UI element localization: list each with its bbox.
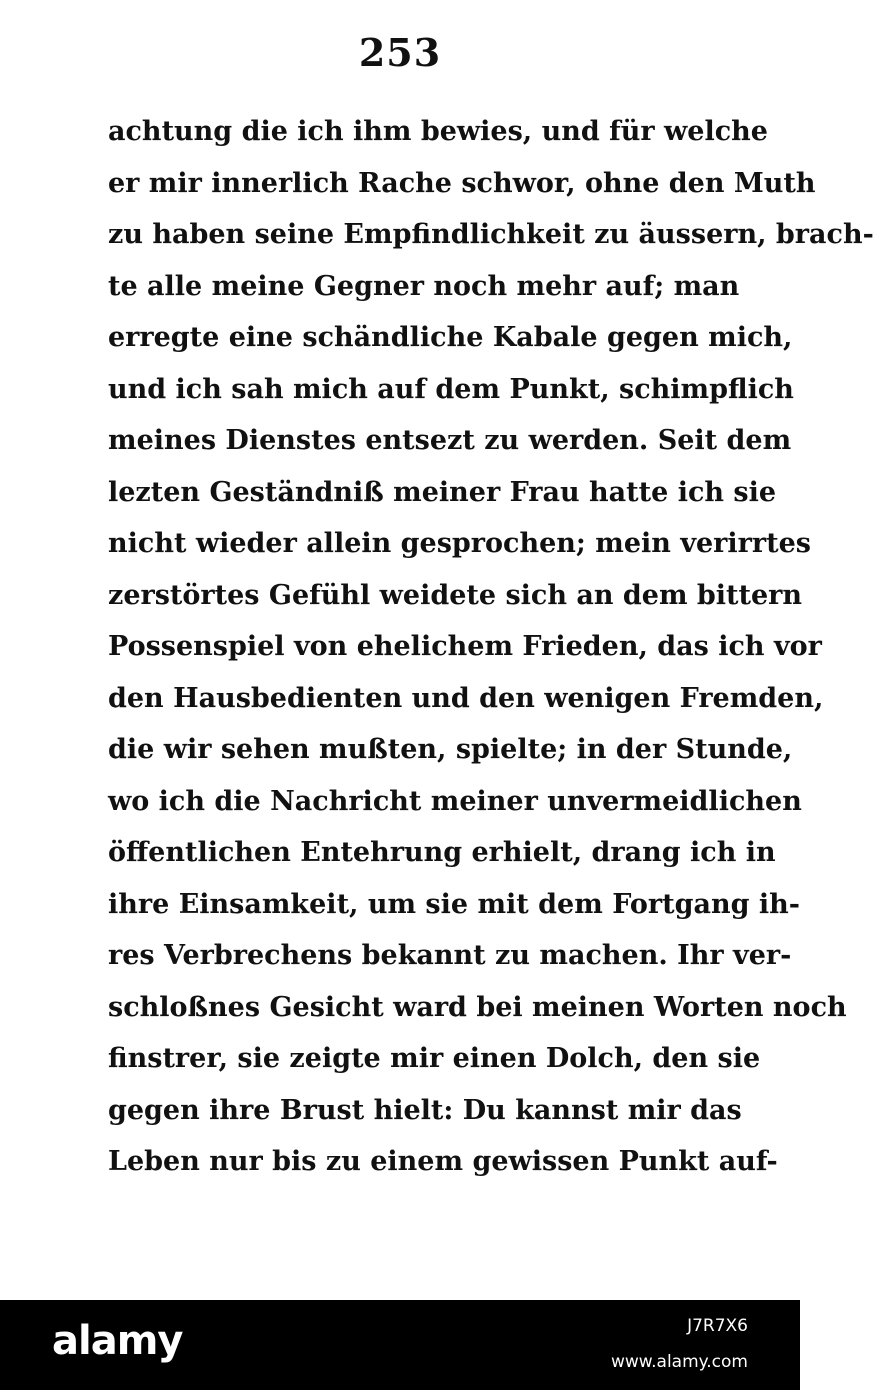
text-line: den Hausbedienten und den wenigen Fremden, [108,682,824,714]
text-line: er mir innerlich Rache schwor, ohne den Muth [108,167,816,199]
text-line: Possenspiel von ehelichem Frieden, das ich vor [108,631,822,662]
text-line: Leben nur bis zu einem gewissen Punkt auf- [108,1146,778,1177]
page-number: 253 [358,30,442,75]
text-line: lezten Geständniß meiner Frau hatte ich sie [108,476,777,508]
text-line: öffentlichen Entehrung erhielt, drang ich in [108,837,776,868]
text-line: achtung die ich ihm bewies, und für welche [108,116,768,147]
site-url: www.alamy.com [610,1352,748,1372]
text-line: schloßnes Gesicht ward bei meinen Worten noch [108,991,847,1023]
text-line: meines Dienstes entsezt zu werden. Seit dem [108,425,792,456]
text-line: zu haben seine Empfindlichkeit zu äussern, brach- [108,219,874,250]
text-line: finstrer, sie zeigte mir einen Dolch, den sie [108,1043,761,1074]
text-line: res Verbrechens bekannt zu machen. Ihr ver- [108,940,792,971]
stock-footer-bar [0,1300,800,1390]
text-line: die wir sehen mußten, spielte; in der Stunde, [108,734,793,765]
text-line: gegen ihre Brust hielt: Du kannst mir das [108,1094,742,1126]
text-line: ihre Einsamkeit, um sie mit dem Fortgang ih- [108,888,800,920]
text-line: nicht wieder allein gesprochen; mein verirrtes [108,528,811,559]
body-text [108,106,874,1188]
image-id: J7R7X6 [687,1316,748,1336]
text-line: erregte eine schändliche Kabale gegen mich, [108,322,793,353]
text-line: zerstörtes Gefühl weidete sich an dem bittern [108,579,803,611]
brand-logo: alamy [52,1318,183,1364]
text-line: te alle meine Gegner noch mehr auf; man [108,270,740,302]
text-line: und ich sah mich auf dem Punkt, schimpflich [108,373,794,405]
text-line: wo ich die Nachricht meiner unvermeidlichen [108,785,802,817]
